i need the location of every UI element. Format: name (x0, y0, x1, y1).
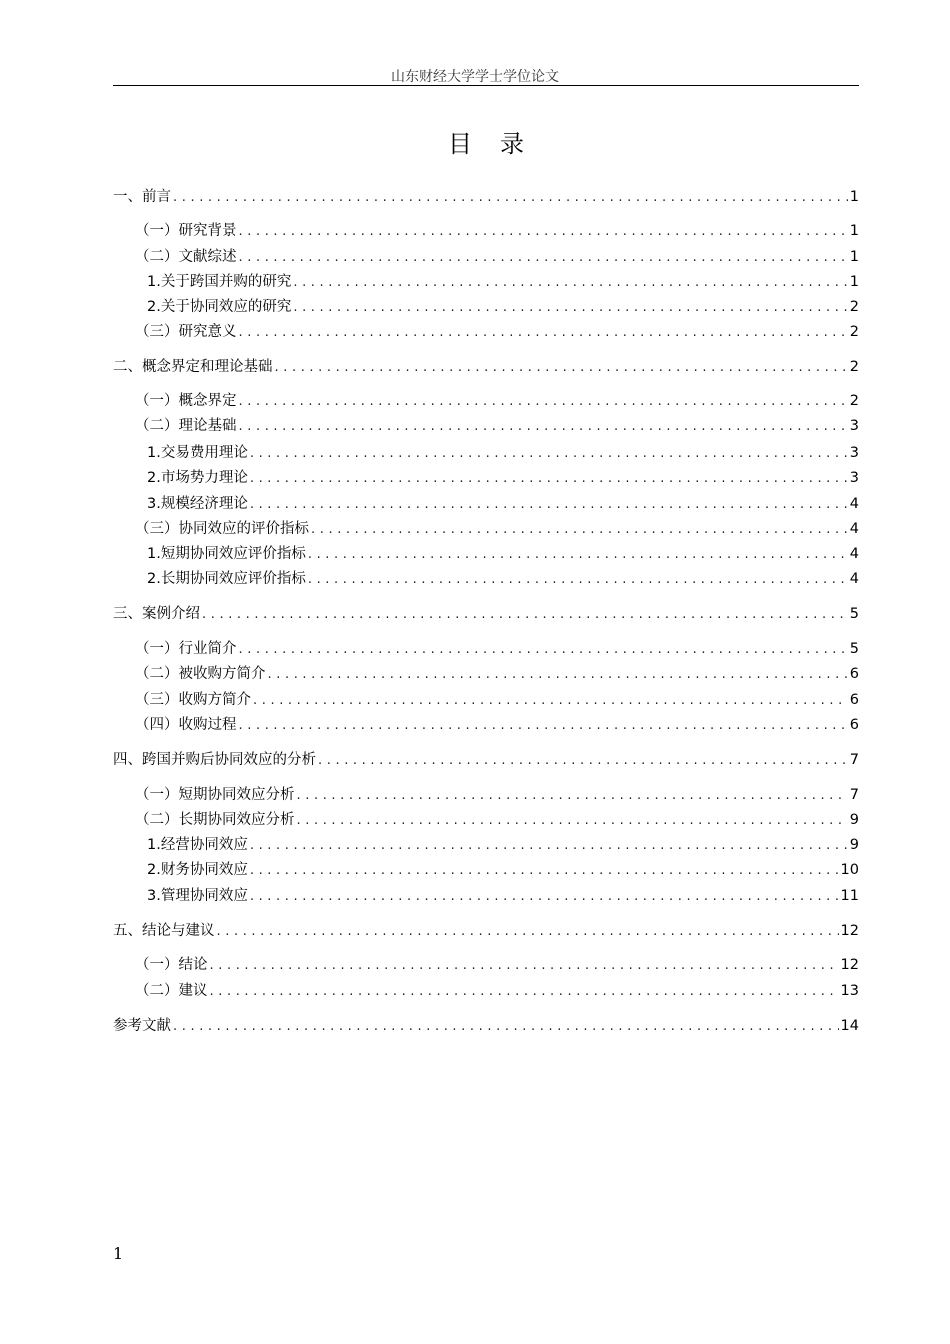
toc-entry-label: （二）理论基础 (135, 418, 237, 434)
toc-entry-page: 3 (849, 418, 859, 434)
dot-leader (250, 446, 848, 461)
toc-entry-page: 4 (849, 496, 859, 512)
toc-entry[interactable] (113, 492, 859, 512)
dot-leader (239, 642, 848, 657)
toc-entry-label: 2.市场势力理论 (147, 470, 248, 486)
toc-entry-page: 3 (849, 470, 859, 486)
toc-entry-label: 2.关于协同效应的研究 (147, 299, 292, 315)
toc-entry-page: 1 (849, 249, 859, 265)
toc-entry-label: （一）短期协同效应分析 (135, 787, 295, 803)
toc-entry-page: 2 (849, 393, 859, 409)
dot-leader (210, 958, 839, 973)
toc-entry-page: 2 (849, 324, 859, 340)
dot-leader (250, 863, 839, 878)
dot-leader (293, 300, 847, 315)
toc-entry-page: 12 (840, 923, 859, 939)
dot-leader (210, 984, 839, 999)
dot-leader (239, 325, 848, 340)
toc-entry-label: （四）收购过程 (135, 717, 237, 733)
toc-entry-label: 2.长期协同效应评价指标 (147, 571, 306, 587)
toc-entry-label: 3.规模经济理论 (147, 496, 248, 512)
toc-entry-label: 四、跨国并购后协同效应的分析 (113, 752, 316, 768)
toc-entry-page: 5 (849, 641, 859, 657)
toc-entry[interactable] (113, 979, 859, 999)
toc-entry-label: （二）被收购方简介 (135, 666, 266, 682)
toc-entry-label: 二、概念界定和理论基础 (113, 359, 273, 375)
toc-entry-page: 1 (849, 189, 859, 205)
toc-entry-page: 1 (849, 223, 859, 239)
dot-leader (239, 419, 848, 434)
dot-leader (239, 718, 848, 733)
toc-entry[interactable] (113, 1014, 859, 1034)
dot-leader (308, 547, 848, 562)
toc-entry[interactable] (113, 713, 859, 733)
toc-entry[interactable] (113, 542, 859, 562)
toc-entry[interactable] (113, 858, 859, 878)
toc-entry-label: （二）长期协同效应分析 (135, 812, 295, 828)
dot-leader (275, 360, 848, 375)
toc-entry-page: 4 (849, 546, 859, 562)
toc-entry-label: 1.短期协同效应评价指标 (147, 546, 306, 562)
dot-leader (318, 753, 848, 768)
dot-leader (173, 190, 848, 205)
toc-title: 目录 (448, 130, 552, 158)
toc-entry-page: 13 (840, 983, 859, 999)
dot-leader (268, 667, 848, 682)
toc-entry-label: 3.管理协同效应 (147, 888, 248, 904)
toc-entry-label: （二）文献综述 (135, 249, 237, 265)
toc-entry-label: 1.关于跨国并购的研究 (147, 274, 292, 290)
toc-entry-label: 1.交易费用理论 (147, 445, 248, 461)
dot-leader (311, 522, 848, 537)
dot-leader (297, 813, 848, 828)
toc-entry-page: 2 (849, 359, 859, 375)
toc-entry-page: 14 (840, 1018, 859, 1034)
toc-entry-page: 1 (849, 274, 859, 290)
toc-entry[interactable] (113, 953, 859, 973)
toc-entry-page: 2 (849, 299, 859, 315)
running-header: 山东财经大学学士学位论文 (391, 69, 559, 85)
toc-entry-label: （三）收购方简介 (135, 692, 251, 708)
toc-entry[interactable] (113, 919, 859, 939)
toc-entry-label: 2.财务协同效应 (147, 862, 248, 878)
toc-entry[interactable] (113, 270, 859, 290)
toc-entry[interactable] (113, 662, 859, 682)
toc-entry[interactable] (113, 884, 859, 904)
dot-leader (253, 693, 848, 708)
toc-entry[interactable] (113, 219, 859, 239)
toc-entry[interactable] (113, 441, 859, 461)
toc-entry-page: 9 (849, 812, 859, 828)
toc-entry-label: （一）结论 (135, 957, 208, 973)
dot-leader (293, 275, 847, 290)
toc-entry-label: （三）研究意义 (135, 324, 237, 340)
dot-leader (250, 889, 839, 904)
header-divider (113, 85, 859, 86)
dot-leader (217, 924, 839, 939)
toc-entry[interactable] (113, 637, 859, 657)
toc-entry[interactable] (113, 414, 859, 434)
dot-leader (308, 572, 848, 587)
dot-leader (250, 838, 848, 853)
toc-entry-page: 3 (849, 445, 859, 461)
toc-entry[interactable] (113, 295, 859, 315)
toc-entry-label: （一）研究背景 (135, 223, 237, 239)
toc-entry-page: 4 (849, 521, 859, 537)
toc-entry[interactable] (113, 245, 859, 265)
toc-entry-label: 一、前言 (113, 189, 171, 205)
toc-entry-label: 五、结论与建议 (113, 923, 215, 939)
toc-entry-page: 4 (849, 571, 859, 587)
toc-entry[interactable] (113, 355, 859, 375)
toc-entry-page: 6 (849, 717, 859, 733)
toc-entry-page: 6 (849, 692, 859, 708)
toc-entry-page: 6 (849, 666, 859, 682)
toc-entry[interactable] (113, 833, 859, 853)
toc-entry-label: （一）行业简介 (135, 641, 237, 657)
toc-entry[interactable] (113, 783, 859, 803)
page-number: 1 (113, 1244, 124, 1263)
toc-entry[interactable] (113, 688, 859, 708)
dot-leader (250, 471, 848, 486)
toc-entry[interactable] (113, 517, 859, 537)
toc-entry-page: 10 (840, 862, 859, 878)
toc-entry-label: 1.经营协同效应 (147, 837, 248, 853)
toc-entry-page: 5 (849, 606, 859, 622)
toc-entry[interactable] (113, 602, 859, 622)
toc-entry[interactable] (113, 320, 859, 340)
dot-leader (202, 607, 848, 622)
toc-entry[interactable] (113, 466, 859, 486)
toc-entry[interactable] (113, 389, 859, 409)
toc-entry[interactable] (113, 808, 859, 828)
toc-entry-page: 7 (849, 787, 859, 803)
toc-entry[interactable] (113, 185, 859, 205)
dot-leader (239, 250, 848, 265)
dot-leader (239, 224, 848, 239)
toc-entry-page: 9 (849, 837, 859, 853)
toc-entry-label: （二）建议 (135, 983, 208, 999)
dot-leader (250, 497, 848, 512)
toc-entry-label: （一）概念界定 (135, 393, 237, 409)
toc-entry-label: 三、案例介绍 (113, 606, 200, 622)
toc-entry-label: 参考文献 (113, 1018, 171, 1034)
dot-leader (173, 1019, 839, 1034)
dot-leader (239, 394, 848, 409)
toc-entry-page: 12 (840, 957, 859, 973)
dot-leader (297, 788, 848, 803)
toc-entry-page: 7 (849, 752, 859, 768)
toc-entry-page: 11 (840, 888, 859, 904)
toc-entry-label: （三）协同效应的评价指标 (135, 521, 309, 537)
toc-entry[interactable] (113, 748, 859, 768)
toc-entry[interactable] (113, 567, 859, 587)
